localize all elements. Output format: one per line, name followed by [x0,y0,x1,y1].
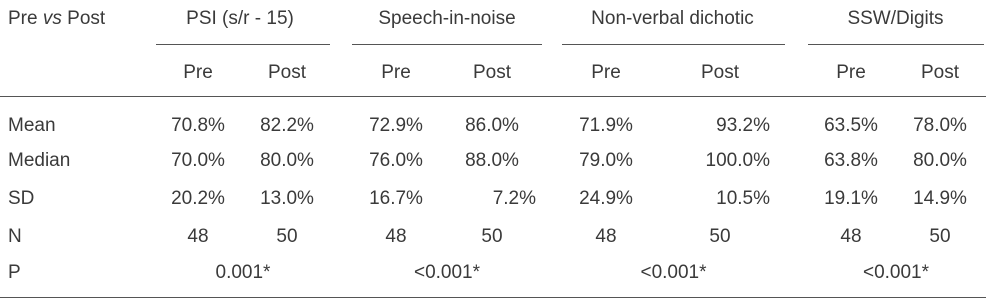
subheader-pre: Pre [591,62,621,83]
table-cell: 76.0% [369,150,423,171]
table-cell: 48 [385,226,407,247]
row-label-p: P [8,262,21,283]
row-label-median: Median [8,150,71,171]
table-cell: 19.1% [824,188,878,209]
group-underline-speech-in-noise [352,44,542,45]
table-cell: 71.9% [579,115,633,136]
table-cell: 82.2% [260,115,314,136]
group-header-speech-in-noise: Speech-in-noise [378,8,516,29]
group-header-ssw-digits: SSW/Digits [847,8,944,29]
p-value-ssw-digits: <0.001* [862,262,930,283]
table-cell: 50 [929,226,951,247]
group-header-non-verbal-dichotic: Non-verbal dichotic [591,8,754,29]
table-cell: 14.9% [913,188,967,209]
table-cell: 48 [840,226,862,247]
table-cell: 20.2% [171,188,225,209]
header-rule [0,96,986,97]
table-cell: 13.0% [260,188,314,209]
table-cell: 79.0% [579,150,633,171]
table-cell: 7.2% [492,188,536,209]
group-header-psi: PSI (s/r - 15) [186,8,294,29]
subheader-post: Post [920,62,960,83]
group-underline-ssw-digits [808,44,984,45]
group-underline-psi [156,44,330,45]
table-cell: 70.0% [171,150,225,171]
table-cell: 50 [276,226,298,247]
table-cell: 80.0% [913,150,967,171]
table-cell: 86.0% [465,115,519,136]
p-value-psi: 0.001* [215,262,271,283]
table-cell: 50 [709,226,731,247]
corner-pre: Pre [8,8,38,29]
corner-vs: vs [42,8,62,29]
p-value-speech-in-noise: <0.001* [413,262,481,283]
bottom-rule [0,297,986,298]
row-label-sd: SD [8,188,35,209]
table-cell: 100.0% [705,150,770,171]
table-cell: 50 [481,226,503,247]
subheader-post: Post [472,62,512,83]
subheader-pre: Pre [381,62,411,83]
corner-post: Post [67,8,106,29]
subheader-pre: Pre [183,62,213,83]
table-cell: 63.5% [824,115,878,136]
p-value-non-verbal-dichotic: <0.001* [640,262,707,283]
table-cell: 78.0% [913,115,967,136]
table-cell: 48 [595,226,617,247]
row-label-mean: Mean [8,115,56,136]
table-cell: 88.0% [465,150,519,171]
table-cell: 70.8% [171,115,225,136]
table-cell: 48 [187,226,209,247]
table-cell: 72.9% [369,115,423,136]
table-cell: 63.8% [824,150,878,171]
subheader-post: Post [267,62,307,83]
table-cell: 24.9% [579,188,633,209]
table-cell: 80.0% [260,150,314,171]
subheader-pre: Pre [836,62,866,83]
table-cell: 10.5% [716,188,770,209]
table-cell: 93.2% [716,115,770,136]
row-label-n: N [8,226,22,247]
subheader-post: Post [700,62,740,83]
corner-header [8,8,105,30]
group-underline-non-verbal-dichotic [562,44,785,45]
table-cell: 16.7% [369,188,423,209]
